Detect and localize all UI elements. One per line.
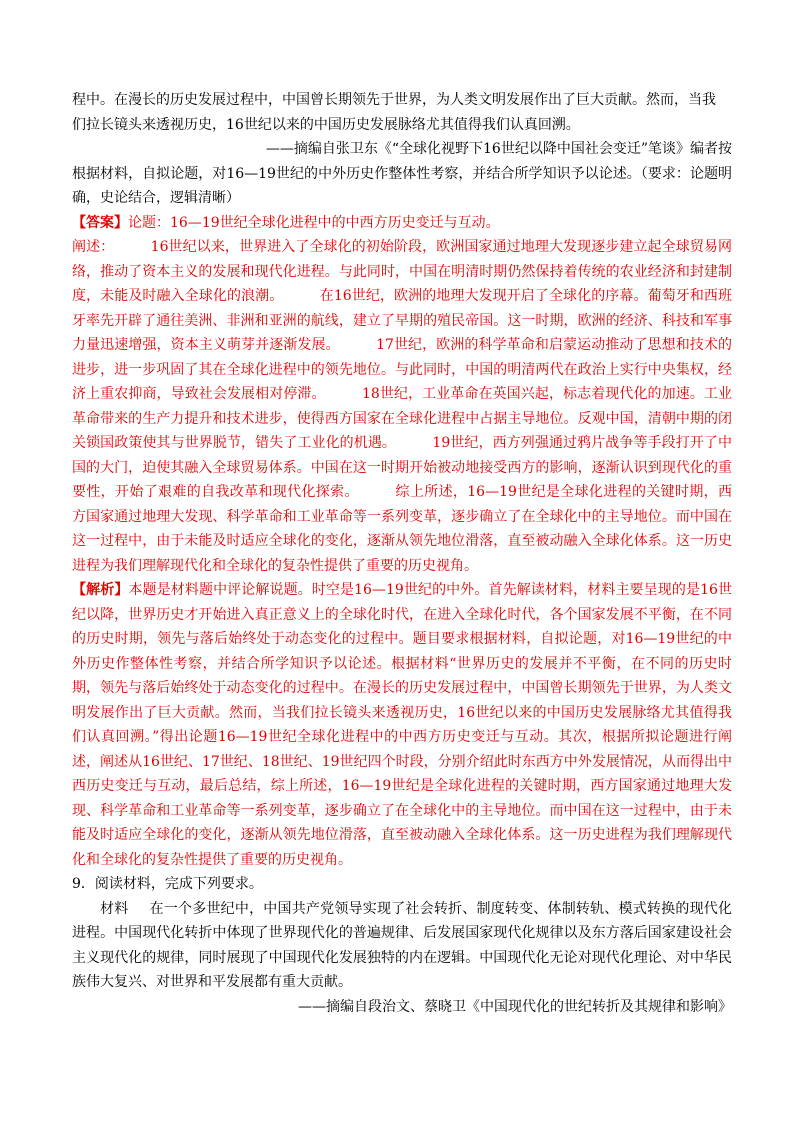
material-source: ——摘编自张卫东《“全球化视野下16世纪以降中国社会变迁”笔谈》编者按 (265, 141, 732, 157)
material-text: 在一个多世纪中，中国共产党领导实现了社会转折、制度转变、体制转轨、模式转换的现代化进程。中国现代化转折中体现了世界现代化的普遍规律、后发展国家现代化规律以及东方落后国家建设社会主义现代化的规律，同时展现了中国现代化发展独特的内在逻辑。中国现代化无论对现代化理论、对中华民族伟大复兴、对世界和平发展都有重大贡献。 (72, 900, 733, 990)
material-line-2: 们拉长镜头来透视历史，16世纪以来的中国历史发展脉络尤其值得我们认真回溯。 (72, 116, 580, 133)
material-line-1: 程中。在漫长的历史发展过程中，中国曾长期领先于世界，为人类文明发展作出了巨大贡献。然而，当我 (72, 92, 716, 108)
question-text: 根据材料，自拟论题，对16—19世纪的中外历史作整体性考察，并结合所学知识予以论述。（要求：论题明确，史论结合，逻辑清晰） (72, 165, 732, 206)
question-9-source: ——摘编自段治文、蔡晓卫《中国现代化的世纪转折及其规律和影响》 (298, 998, 732, 1015)
analysis-label: 【解析】 (72, 582, 129, 598)
analysis (72, 578, 732, 872)
elaboration-part-5: 19世纪，西方列强通过鸦片战争等手段打开了中国的大门，迫使其融入全球贸易体系。中国在这一时期开始被动地接受西方的影响，逐渐认识到现代化的重要性，开始了艰难的自我改革和现代化探索。 (72, 435, 732, 500)
elaboration-part-2: 在16世纪，欧洲的地理大发现开启了全球化的序幕。葡萄牙和西班牙率先开辟了通往美洲、非洲和亚洲的航线，建立了早期的殖民帝国。这一时期，欧洲的经济、科技和军事力量迅速增强，资本主义萌芽并逐渐发展。 (72, 288, 732, 353)
material-label: 材料 (100, 900, 129, 917)
document-page (72, 88, 732, 1019)
question-9-stem: 9．阅读材料，完成下列要求。 (72, 876, 263, 892)
question-9-material (72, 897, 732, 995)
analysis-text: 本题是材料题中评论解说题。时空是16—19世纪的中外。首先解读材料，材料主要呈现的是16世纪以降，世界历史才开始进入真正意义上的全球化时代，在进入全球化时代，各个国家发展不平衡，在不同的历史时期，领先与落后始终处于动态变化的过程中。题目要求根据材料，自拟论题，对16—19世纪的中外历史作整体性考察，并结合所学知识予以论述。根据材料“世界历史的发展并不平衡，在不同的历史时期，领先与落后始终处于动态变化的过程中。在漫长的历史发展过程中，中国曾长期领先于世界，为人类文明发展作出了巨大贡献。然而，当我们拉长镜头来透视历史，16世纪以来的中国历史发展脉络尤其值得我们认真回溯。”得出论题16—19世纪全球化进程中的中西方历史变迁与互动。其次，根据所拟论题进行阐述，阐述从16世纪、17世纪、18世纪、19世纪四个时段，分别介绍此时东西方中外发展情况，从而得出中西历史变迁与互动，最后总结，综上所述，16—19世纪是全球化进程的关键时期，西方国家通过地理大发现、科学革命和工业革命等一系列变革，逐步确立了在全球化中的主导地位。而中国在这一过程中，由于未能及时适应全球化的变化，逐渐从领先地位滑落，直至被动融入全球化体系。这一历史进程为我们理解现代化和全球化的复杂性提供了重要的历史视角。 (72, 582, 733, 868)
elaboration-part-6: 综上所述，16—19世纪是全球化进程的关键时期，西方国家通过地理大发现、科学革命和工业革命等一系列变革，逐步确立了在全球化中的主导地位。而中国在这一过程中，由于未能及时适应全球化的变化，逐渐从领先地位滑落，直至被动融入全球化体系。这一历史进程为我们理解现代化和全球化的复杂性提供了重要的历史视角。 (72, 484, 733, 574)
elaboration-part-1: 16世纪以来，世界进入了全球化的初始阶段，欧洲国家通过地理大发现逐步建立起全球贸易网络，推动了资本主义的发展和现代化进程。与此同时，中国在明清时期仍然保持着传统的农业经济和封建制度，未能及时融入全球化的浪潮。 (72, 239, 733, 304)
answer-label: 【答案】 (72, 214, 128, 231)
answer-thesis (72, 211, 732, 236)
elaboration-part-4: 18世纪，工业革命在英国兴起，标志着现代化的加速。工业革命带来的生产力提升和技术进步，使得西方国家在全球化进程中占据主导地位。反观中国，清朝中期的闭关锁国政策使其与世界脱节，错失了工业化的机遇。 (72, 386, 732, 451)
elaboration-label: 阐述： (72, 239, 115, 255)
elaboration-part-3: 17世纪，欧洲的科学革命和启蒙运动推动了思想和技术的进步，进一步巩固了其在全球化进程中的领先地位。与此同时，中国的明清两代在政治上实行中央集权，经济上重农抑商，导致社会发展相对停滞。 (72, 337, 732, 402)
answer-elaboration (72, 235, 732, 578)
answer-thesis-text: 论题：16—19世纪全球化进程中的中西方历史变迁与互动。 (128, 214, 500, 231)
